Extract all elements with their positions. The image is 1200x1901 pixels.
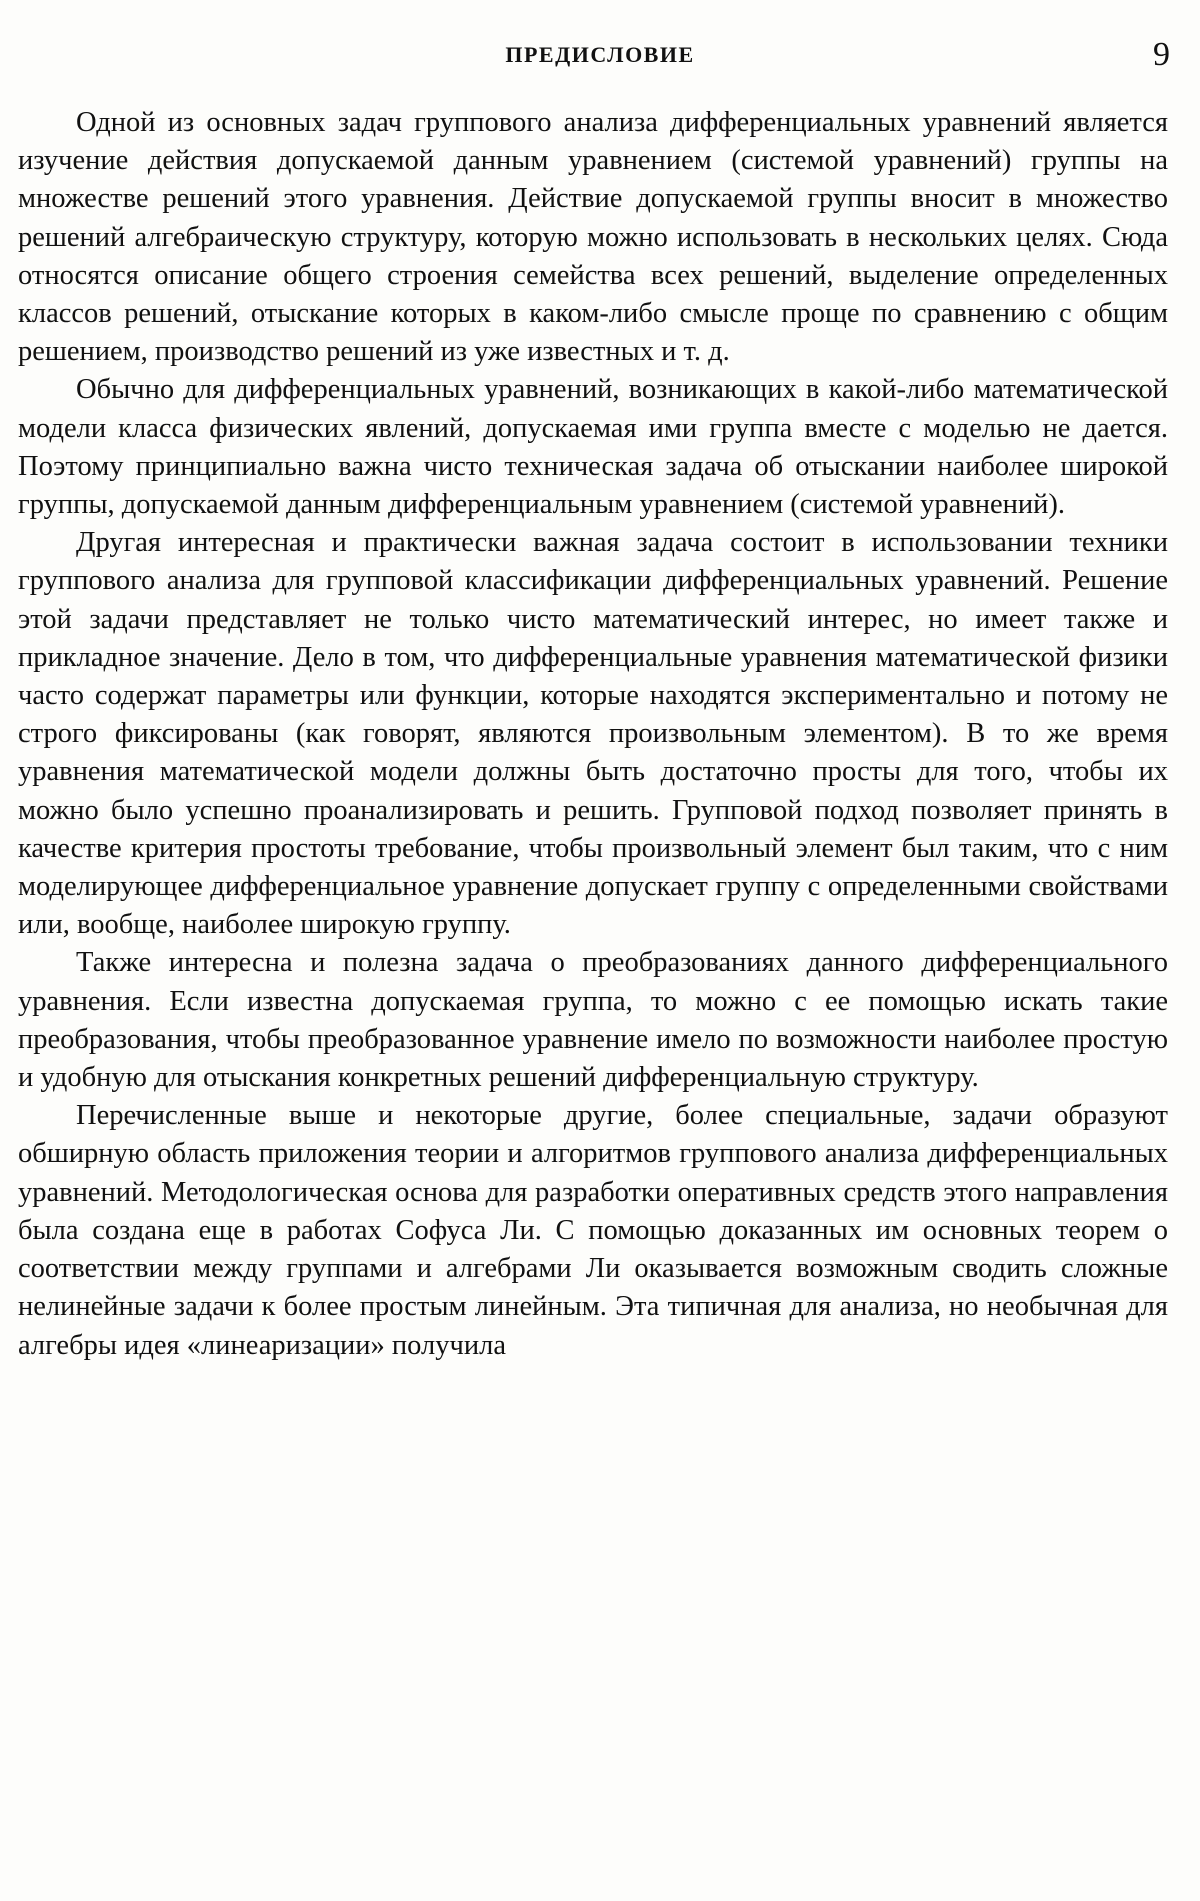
running-head: [0, 36, 1200, 76]
paragraph: Обычно для дифференциальных уравнений, возникающих в какой-либо математической модели класса физических явлений, допускаемая ими группа вместе с моделью не дается. Поэтому принципиально важна чисто техническая задача об отыскании наиболее широкой группы, допускаемой данным дифференциальным уравнением (системой уравнений).: [18, 374, 1168, 521]
page-number: 9: [1153, 36, 1170, 73]
running-title: ПРЕДИСЛОВИЕ: [505, 42, 695, 67]
paragraph: Перечисленные выше и некоторые другие, более специальные, задачи образуют обширную область приложения теории и алгоритмов группового анализа дифференциальных уравнений. Методологическая основа для разработки оперативных средств этого направления была создана еще в работах Софуса Ли. С помощью доказанных им основных теорем о соответствии между группами и алгебрами Ли оказывается возможным сводить сложные нелинейные задачи к более простым линейным. Эта типичная для анализа, но необычная для алгебры идея «линеаризации» получила: [18, 1100, 1168, 1361]
paragraph: Также интересна и полезна задача о преобразованиях данного дифференциального уравнения. Если известна допускаемая группа, то можно с ее помощью искать такие преобразования, чтобы преобразованное уравнение имело по возможности наиболее простую и удобную для отыскания конкретных решений дифференциальную структуру.: [18, 947, 1168, 1094]
body-text: [18, 104, 1168, 1894]
paragraph: Одной из основных задач группового анализа дифференциальных уравнений является изучение действия допускаемой данным уравнением (системой уравнений) группы на множестве решений этого уравнения. Действие допускаемой группы вносит в множество решений алгебраическую структуру, которую можно использовать в нескольких целях. Сюда относятся описание общего строения семейства всех решений, выделение определенных классов решений, отыскание которых в каком-либо смысле проще по сравнению с общим решением, производство решений из уже известных и т. д.: [18, 107, 1168, 368]
paragraph: Другая интересная и практически важная задача состоит в использовании техники группового анализа для групповой классификации дифференциальных уравнений. Решение этой задачи представляет не только чисто математический интерес, но имеет также и прикладное значение. Дело в том, что дифференциальные уравнения математической физики часто содержат параметры или функции, которые находятся экспериментально и потому не строго фиксированы (как говорят, являются произвольным элементом). В то же время уравнения математической модели должны быть достаточно просты для того, чтобы их можно было успешно проанализировать и решить. Групповой подход позволяет принять в качестве критерия простоты требование, чтобы произвольный элемент был таким, что с ним моделирующее дифференциальное уравнение допускает группу с определенными свойствами или, вообще, наиболее широкую группу.: [18, 527, 1168, 941]
